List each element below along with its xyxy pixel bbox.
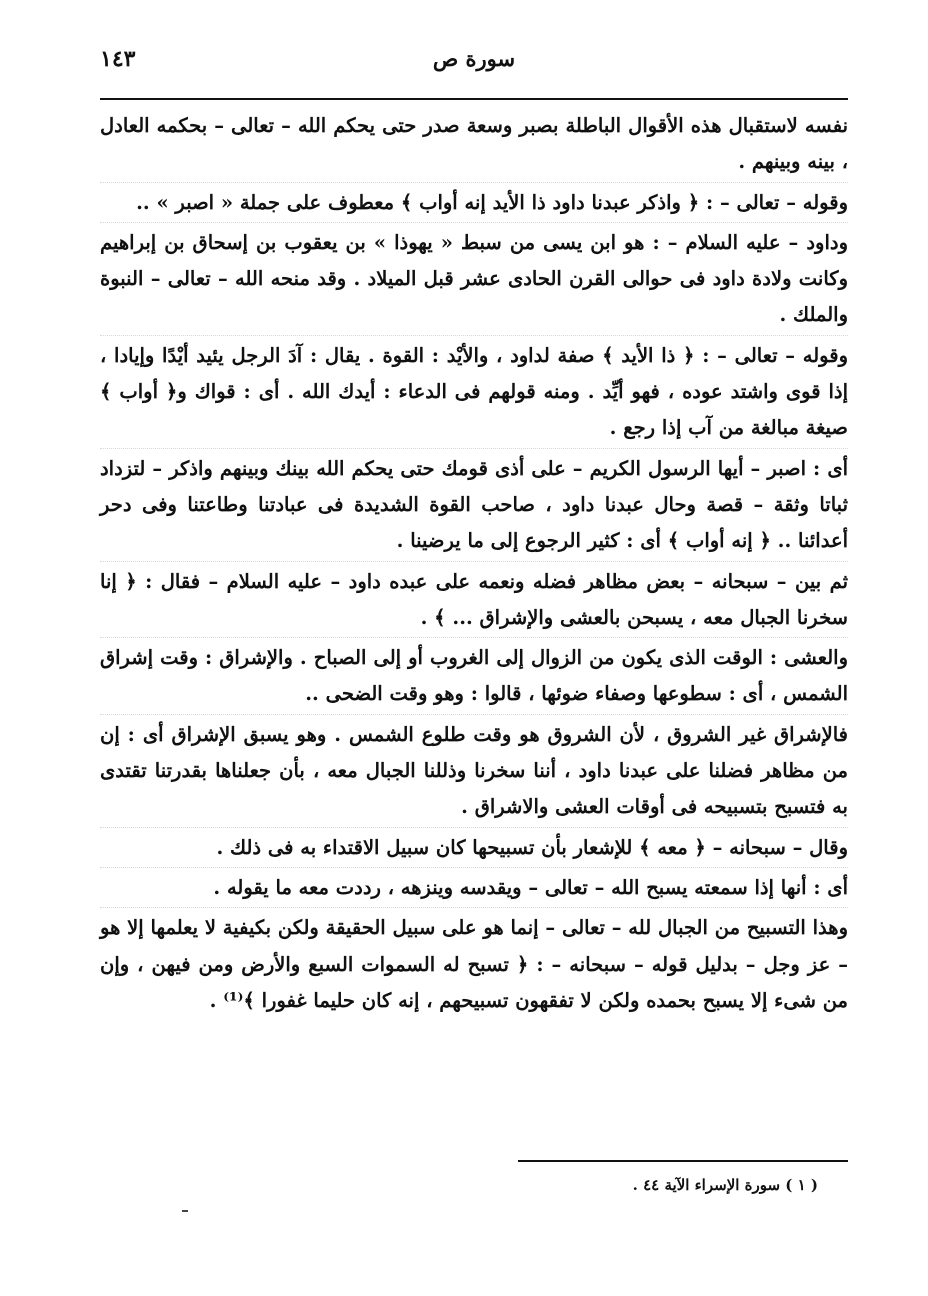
paragraph: وقال – سبحانه – ﴿ معه ﴾ للإشعار بأن تسبيحها كان سبيل الاقتداء به فى ذلك . xyxy=(216,835,848,859)
surah-title: سورة ص xyxy=(432,46,516,71)
paragraph-separator xyxy=(100,561,848,562)
paragraph-separator xyxy=(100,182,848,183)
paragraph: وداود – عليه السلام – : هو ابن يسى من سبط « يهوذا » بن يعقوب بن إسحاق بن إبراهيم وكانت ولادة داود فى حوالى القرن الحادى عشر قبل الميلاد . وقد منحه الله – تعالى – النبوة والملك . xyxy=(100,230,848,327)
header-divider xyxy=(100,98,848,100)
paragraph-separator xyxy=(100,335,848,336)
paragraph: والعشى : الوقت الذى يكون من الزوال إلى الغروب أو إلى الصباح . والإشراق : وقت إشراق الشمس ، أى : سطوعها وصفاء ضوئها ، قالوا : وهو وقت الضحى .. xyxy=(100,646,848,706)
paragraph: وهذا التسبيح من الجبال لله – تعالى – إنما هو على سبيل الحقيقة ولكن بكيفية لا يعلمها إلا هو – عز وجل – بدليل قوله – سبحانه – : ﴿ تسبح له السموات السبع والأرض ومن فيهن ، وإن من شىء إلا يسبح بحمده ولكن لا تفقهون تسبيحهم ، إنه كان حليما غفورا ﴾⁽¹⁾ . xyxy=(100,916,848,1012)
paragraph-separator xyxy=(100,714,848,715)
paragraph-separator xyxy=(100,827,848,828)
paragraph: ثم بين – سبحانه – بعض مظاهر فضله ونعمه على عبده داود – عليه السلام – فقال : ﴿ إنا سخرنا الجبال معه ، يسبحن بالعشى والإشراق ... ﴾ . xyxy=(100,569,848,629)
paragraph-separator xyxy=(100,222,848,223)
scan-speck xyxy=(182,1210,188,1212)
paragraph: وقوله – تعالى – : ﴿ ذا الأيد ﴾ صفة لداود ، والأيْد : القوة . يقال : آدَ الرجل يئيد أيْدًا وإيادا ، إذا قوى واشتد عوده ، فهو أيِّد . ومنه قولهم فى الدعاء : أيدك الله . أى : قواك و﴿ أواب ﴾ صيغة مبالغة من آب إذا رجع . xyxy=(100,343,848,440)
paragraph-separator xyxy=(100,867,848,868)
paragraph: أى : أنها إذا سمعته يسبح الله – تعالى – ويقدسه وينزهه ، رددت معه ما يقوله . xyxy=(213,875,848,899)
paragraph: فالإشراق غير الشروق ، لأن الشروق هو وقت طلوع الشمس . وهو يسبق الإشراق أى : إن من مظاهر فضلنا على عبدنا داود ، أننا سخرنا وذللنا الجبال معه ، بأن جعلناها بقدرتنا تقتدى به فتسبح بتسبيحه فى أوقات العشى والاشراق . xyxy=(100,722,848,819)
page-header xyxy=(100,44,848,84)
paragraph: نفسه لاستقبال هذه الأقوال الباطلة بصبر وسعة صدر حتى يحكم الله – تعالى – بحكمه العادل ، بينه وبينهم . xyxy=(100,114,848,174)
paragraph: وقوله – تعالى – : ﴿ واذكر عبدنا داود ذا الأيد إنه أواب ﴾ معطوف على جملة « اصبر » .. xyxy=(136,190,848,214)
paragraph-separator xyxy=(100,637,848,638)
body-text xyxy=(100,108,848,1019)
paragraph: أى : اصبر – أيها الرسول الكريم – على أذى قومك حتى يحكم الله بينك وبينهم واذكر – لتزداد ثباتا وثقة – قصة وحال عبدنا داود ، صاحب القوة الشديدة فى عبادتنا وطاعتنا وفى دحر أعدائنا .. ﴿ إنه أواب ﴾ أى : كثير الرجوع إلى ما يرضينا . xyxy=(100,456,848,553)
page-number: ١٤٣ xyxy=(100,46,136,72)
footnote-divider xyxy=(518,1160,848,1162)
footnote: ( ١ ) سورة الإسراء الآية ٤٤ . xyxy=(632,1176,818,1194)
paragraph-separator xyxy=(100,907,848,908)
paragraph-separator xyxy=(100,448,848,449)
